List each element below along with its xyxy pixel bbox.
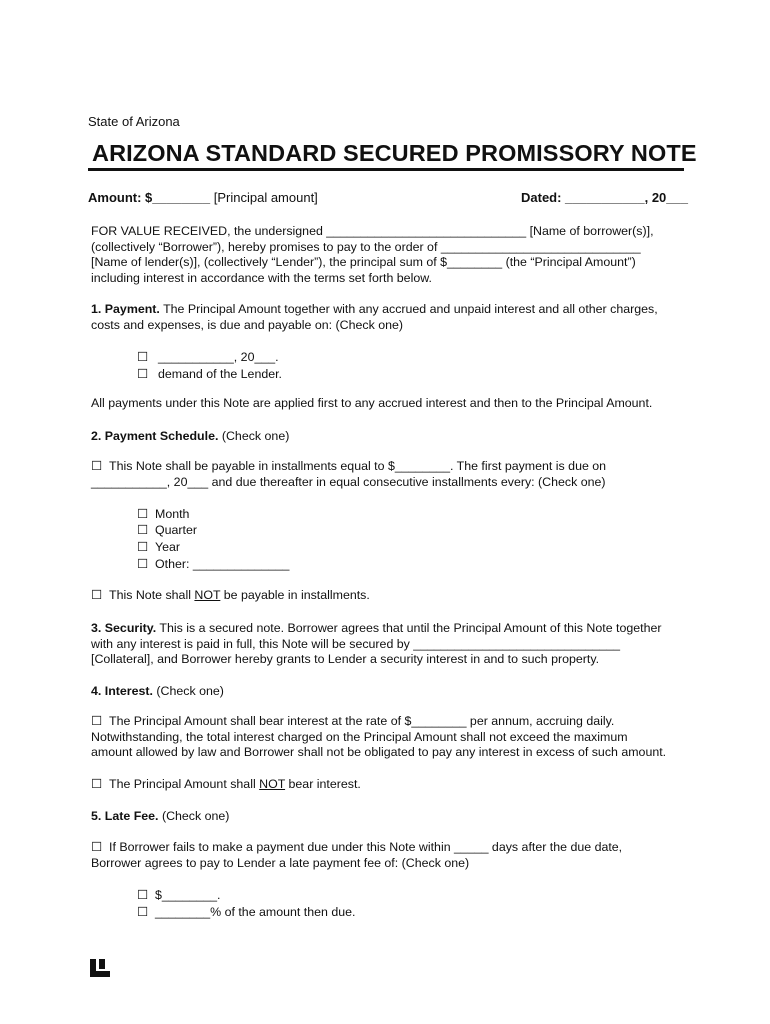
period-option-year <box>137 539 180 554</box>
checkbox-icon[interactable]: ☐ <box>91 588 103 602</box>
late-fee-text: Borrower agrees to pay to Lender a late payment fee of: (Check one) <box>91 855 470 870</box>
late-fee-option-percent: ☐ ________% of the amount then due. <box>137 905 356 919</box>
option-label: ___________, 20___. <box>158 350 279 364</box>
late-fee-heading-line: 5. Late Fee. (Check one) <box>91 809 230 823</box>
checkbox-icon[interactable]: ☐ <box>137 507 149 521</box>
legal-logo-icon <box>90 959 110 977</box>
amount-hint: [Principal amount] <box>210 190 318 205</box>
payment-option-demand <box>137 366 282 381</box>
option-label: Other: ______________ <box>155 557 290 571</box>
interest-bear-option: ☐ The Principal Amount shall bear interest at the rate of $________ per annum, accruing daily. Notwithstanding, the total interest charged on the Principal Amount shall not exceed the maximum amount allowed by law and Borrower shall not be obligated to pay any interest in excess of such amount. <box>91 714 667 759</box>
checkbox-icon[interactable]: ☐ <box>137 905 149 919</box>
checkbox-icon[interactable]: ☐ <box>91 714 103 728</box>
intro-line: (collectively “Borrower”), hereby promises to pay to the order of _____________________________ <box>91 239 641 254</box>
option-label: demand of the Lender. <box>158 367 283 381</box>
payment-applied-text: All payments under this Note are applied first to any accrued interest and then to the Principal Amount. <box>91 396 653 410</box>
schedule-not-installments: ☐ This Note shall NOT be payable in installments. <box>91 588 370 602</box>
checkbox-icon[interactable]: ☐ <box>137 367 149 381</box>
security-section: 3. Security. This is a secured note. Borrower agrees that until the Principal Amount of this Note together with any interest is paid in full, this Note will be secured by ______________________________ [Collateral], and Borrower hereby grants to Lender a security interest in and to such property. <box>91 621 662 666</box>
document-title: ARIZONA STANDARD SECURED PROMISSORY NOTE <box>92 140 697 166</box>
title-underline <box>88 168 684 171</box>
late-fee-heading: 5. Late Fee. <box>91 809 159 823</box>
intro-line: [Name of lender(s)], (collectively “Lender”), the principal sum of $________ (the “Principal Amount”) <box>91 255 636 269</box>
amount-label: Amount: $________ <box>88 190 211 205</box>
intro-paragraph <box>91 224 654 286</box>
schedule-heading-line <box>91 429 289 443</box>
checkbox-icon[interactable]: ☐ <box>137 540 149 554</box>
checkbox-icon[interactable]: ☐ <box>91 777 103 791</box>
payment-text: The Principal Amount together with any accrued and unpaid interest and all other charges, <box>159 302 658 316</box>
payment-text: costs and expenses, is due and payable on: (Check one) <box>91 317 404 332</box>
installments-text: ___________, 20___ and due thereafter in equal consecutive installments every: (Check one) <box>91 474 606 489</box>
intro-line: including interest in accordance with the terms set forth below. <box>91 270 432 285</box>
late-fee-section: ☐ If Borrower fails to make a payment due under this Note within _____ days after the due date, Borrower agrees to pay to Lender a late payment fee of: (Check one) <box>91 840 623 870</box>
late-fee-option-dollar: ☐ $________. <box>137 888 221 902</box>
payment-section <box>91 302 658 333</box>
option-label: Year <box>155 540 181 554</box>
interest-heading: 4. Interest. <box>91 684 153 698</box>
checkbox-icon[interactable]: ☐ <box>91 459 103 473</box>
dated-line: Dated: ___________, 20___ <box>521 190 688 205</box>
checkbox-icon[interactable]: ☐ <box>137 888 149 902</box>
amount-line <box>88 190 318 205</box>
option-label: Month <box>155 507 190 521</box>
interest-text: Notwithstanding, the total interest charged on the Principal Amount shall not exceed the maximum <box>91 729 628 744</box>
schedule-heading: 2. Payment Schedule. <box>91 429 219 443</box>
interest-heading-line: 4. Interest. (Check one) <box>91 684 224 698</box>
security-heading: 3. Security. <box>91 621 157 635</box>
installments-text: This Note shall be payable in installments equal to $________. The first payment is due on <box>109 459 607 473</box>
intro-line: FOR VALUE RECEIVED, the undersigned _____________________________ [Name of borrower(s)], <box>91 224 654 238</box>
payment-option-date <box>137 349 279 364</box>
period-option-other <box>137 556 289 571</box>
check-one-label: (Check one) <box>218 429 290 443</box>
state-label: State of Arizona <box>88 114 180 129</box>
checkbox-icon[interactable]: ☐ <box>137 523 149 537</box>
option-label: Quarter <box>155 523 198 537</box>
schedule-installments <box>91 459 606 490</box>
checkbox-icon[interactable]: ☐ <box>91 840 103 854</box>
security-text: with any interest is paid in full, this Note will be secured by ______________________________ <box>91 636 621 651</box>
interest-not-option: ☐ The Principal Amount shall NOT bear interest. <box>91 777 361 791</box>
interest-text: amount allowed by law and Borrower shall not be obligated to pay any interest in excess of such amount. <box>91 745 667 759</box>
checkbox-icon[interactable]: ☐ <box>137 350 149 364</box>
checkbox-icon[interactable]: ☐ <box>137 557 149 571</box>
period-option-quarter <box>137 522 197 537</box>
security-text: [Collateral], and Borrower hereby grants to Lender a security interest in and to such property. <box>91 652 600 666</box>
period-option-month <box>137 506 189 521</box>
payment-heading: 1. Payment. <box>91 302 160 316</box>
